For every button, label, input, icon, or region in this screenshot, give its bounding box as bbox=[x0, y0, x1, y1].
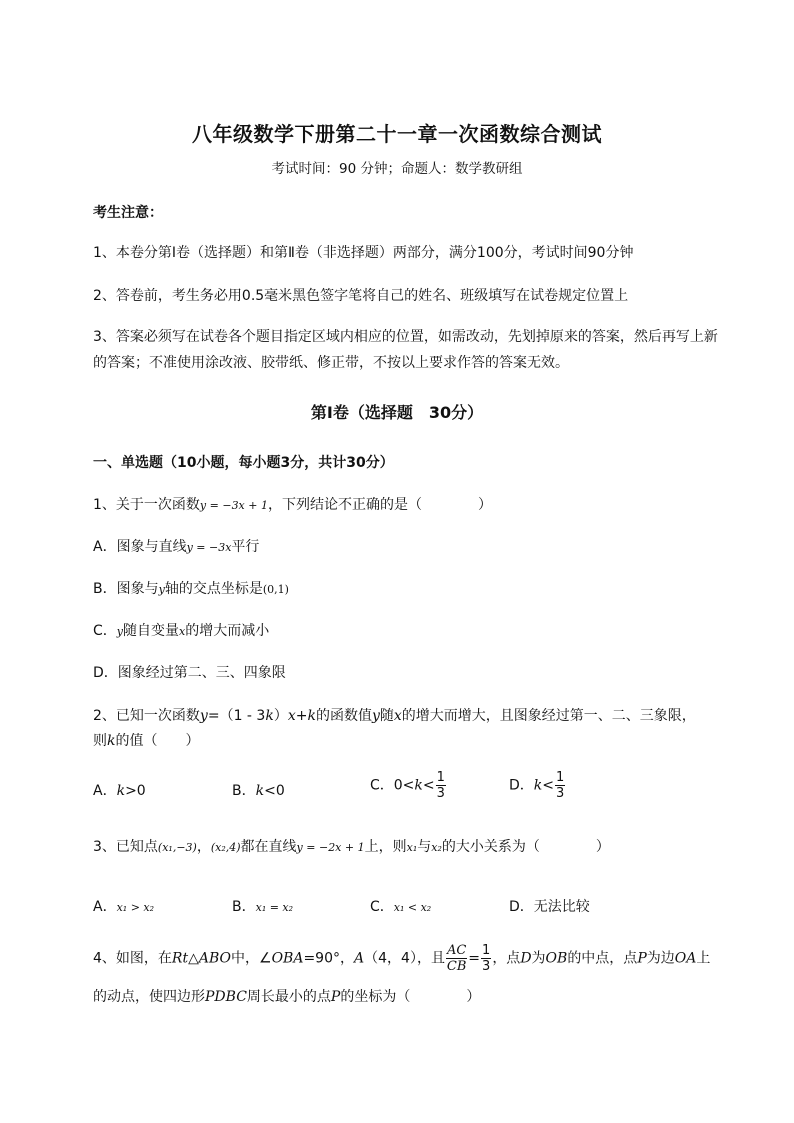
q4-seg-oa: OA bbox=[674, 950, 697, 967]
q1-b-expr: (0,1) bbox=[262, 583, 289, 596]
question-1 bbox=[93, 494, 492, 514]
q2-option-c bbox=[370, 771, 447, 800]
question-4-cont bbox=[93, 986, 480, 1006]
q1-b-mid: 轴的交点坐标是 bbox=[164, 581, 263, 597]
q4-q: 上 bbox=[696, 950, 711, 967]
q3-mid3: 与 bbox=[417, 839, 432, 855]
q2-c-label: C．0< bbox=[370, 777, 415, 794]
q4-point-a: A bbox=[354, 950, 365, 967]
q2-var-x: x bbox=[287, 708, 296, 724]
q2-line2-k: k bbox=[107, 733, 116, 749]
q2-line2-a: 则 bbox=[93, 733, 107, 749]
q4-triangle: Rt△ABO bbox=[171, 950, 231, 967]
q3-prefix: 3、已知点 bbox=[93, 839, 158, 855]
q4-o: 为边 bbox=[646, 950, 675, 967]
q1-c-post: 的增大而减小 bbox=[185, 623, 270, 639]
q2-text-c: =（1 - 3 bbox=[207, 708, 266, 724]
page-title: 八年级数学下册第二十一章一次函数综合测试 bbox=[192, 122, 602, 146]
q4-i: ，点 bbox=[492, 950, 521, 967]
exam-info: 考试时间：90 分钟；命题人：数学教研组 bbox=[271, 161, 523, 177]
q3-option-c bbox=[370, 896, 431, 916]
q3-line: y = −2x + 1 bbox=[296, 841, 365, 854]
q3-b-label: B． bbox=[232, 899, 256, 915]
q3-b-expr: x₁ = x₂ bbox=[255, 901, 294, 914]
q4-quad: PDBC bbox=[205, 989, 247, 1005]
q2-b-k: k bbox=[255, 783, 265, 799]
q3-suffix: 的大小关系为（ ） bbox=[441, 839, 610, 855]
q4-a: 4、如图，在 bbox=[93, 950, 172, 967]
q1-b-pre: B．图象与 bbox=[93, 581, 159, 597]
q4-frac-num: AC bbox=[446, 943, 467, 958]
q1-option-d: D．图象经过第二、三、四象限 bbox=[93, 665, 286, 681]
q4-line2-a: 的动点，使四边形 bbox=[93, 989, 205, 1005]
q2-var-k2: k bbox=[307, 708, 316, 724]
q4-line2-e: 的坐标为（ ） bbox=[340, 989, 481, 1005]
q2-var-y: y bbox=[199, 708, 208, 724]
q1-function: y = −3x + 1 bbox=[199, 499, 268, 512]
q3-option-d: D．无法比较 bbox=[509, 899, 590, 915]
q2-d-label: D． bbox=[509, 777, 534, 794]
q1-c-mid: 随自变量 bbox=[123, 623, 179, 639]
q2-text-a: 2、已知一次函数 bbox=[93, 708, 200, 724]
q4-frac-den: CB bbox=[446, 959, 467, 974]
q1-c-var2: x bbox=[179, 625, 186, 638]
q4-m: 的中点，点 bbox=[567, 950, 638, 967]
q3-a-label: A． bbox=[93, 899, 117, 915]
q2-c-frac-num: 1 bbox=[436, 770, 445, 785]
q3-mid: 都在直线 bbox=[240, 839, 297, 855]
q2-text-k: 随 bbox=[379, 708, 394, 724]
q3-point-1: (x₁,−3) bbox=[157, 841, 197, 854]
q2-d-frac-den: 3 bbox=[556, 786, 565, 801]
q4-k: 为 bbox=[531, 950, 546, 967]
q2-c-expr: < bbox=[422, 777, 435, 794]
q1-a-pre: A．图象与直线 bbox=[93, 539, 187, 555]
q2-plus: + bbox=[295, 708, 308, 724]
q4-frac2-num: 1 bbox=[482, 943, 491, 958]
q4-line2-p: P bbox=[330, 989, 341, 1005]
q2-a-label: A． bbox=[93, 783, 117, 799]
q2-d-frac-num: 1 bbox=[556, 770, 565, 785]
q4-line2-c: 周长最小的点 bbox=[246, 989, 331, 1005]
q2-d-expr: < bbox=[542, 777, 554, 794]
section-title: 第Ⅰ卷（选择题 30分） bbox=[310, 403, 484, 422]
q2-option-b bbox=[232, 780, 285, 800]
q1-option-b bbox=[93, 578, 289, 598]
notice-item-2: 2、答卷前，考生务必用0.5毫米黑色签字笔将自己的姓名、班级填写在试卷规定位置上 bbox=[93, 288, 629, 304]
q4-angle: OBA bbox=[271, 950, 304, 967]
q4-value-fraction bbox=[481, 944, 491, 973]
q2-a-expr: >0 bbox=[125, 783, 146, 799]
q4-point-d: D bbox=[520, 950, 532, 967]
q2-option-d bbox=[509, 771, 566, 800]
q2-c-frac-den: 3 bbox=[436, 786, 445, 801]
q3-sep: ， bbox=[196, 839, 211, 855]
q3-option-b bbox=[232, 896, 293, 916]
q3-mid2: 上，则 bbox=[364, 839, 407, 855]
q4-frac2-den: 3 bbox=[482, 959, 491, 974]
q3-var-x2: x₂ bbox=[431, 841, 442, 854]
q4-eq: = bbox=[468, 950, 481, 967]
q1-option-c bbox=[93, 620, 269, 640]
q2-c-k: k bbox=[414, 777, 423, 794]
q2-b-expr: <0 bbox=[264, 783, 285, 799]
part-heading: 一、单选题（10小题，每小题3分，共计30分） bbox=[93, 455, 394, 471]
q1-option-a bbox=[93, 536, 259, 556]
q2-text-m: 的增大而增大，且图象经过第一、二、三象限， bbox=[401, 708, 696, 724]
q2-text-i: 的函数值 bbox=[315, 708, 372, 724]
question-2-cont bbox=[93, 730, 199, 750]
question-4 bbox=[93, 944, 710, 973]
q2-c-fraction bbox=[436, 771, 446, 800]
notice-item-3: 3、答案必须写在试卷各个题目指定区域内相应的位置，如需改动，先划掉原来的答案，然后再写上新 bbox=[93, 329, 718, 345]
q4-point-p: P bbox=[637, 950, 647, 967]
q3-a-expr: x₁ > x₂ bbox=[116, 901, 155, 914]
question-3 bbox=[93, 836, 610, 856]
q1-a-expr: y = −3x bbox=[186, 541, 232, 554]
q4-seg-ob: OB bbox=[545, 950, 568, 967]
q3-c-expr: x₁ < x₂ bbox=[393, 901, 432, 914]
q2-var-k: k bbox=[265, 708, 274, 724]
q2-text-e: ） bbox=[273, 708, 288, 724]
notice-item-3-cont: 的答案；不准使用涂改液、胶带纸、修正带，不按以上要求作答的答案无效。 bbox=[93, 355, 569, 371]
q4-e: =90°， bbox=[303, 950, 354, 967]
q2-var-y2: y bbox=[371, 708, 380, 724]
q1-b-var: y bbox=[158, 583, 165, 596]
q4-c: 中，∠ bbox=[231, 950, 272, 967]
q2-var-x2: x bbox=[393, 708, 402, 724]
q2-a-k: k bbox=[116, 783, 126, 799]
q1-prefix: 1、关于一次函数 bbox=[93, 497, 200, 513]
q3-var-x1: x₁ bbox=[406, 841, 418, 854]
notice-item-1: 1、本卷分第Ⅰ卷（选择题）和第Ⅱ卷（非选择题）两部分，满分100分，考试时间90分钟 bbox=[93, 245, 634, 261]
q1-c-var1: y bbox=[116, 625, 123, 638]
q4-g: （4，4），且 bbox=[364, 950, 445, 967]
q2-d-k: k bbox=[533, 777, 543, 794]
q3-point-2: (x₂,4) bbox=[210, 841, 241, 854]
q4-ratio-fraction bbox=[446, 944, 467, 973]
q2-line2-c: 的值（ ） bbox=[115, 733, 200, 749]
q2-option-a bbox=[93, 780, 146, 800]
question-2 bbox=[93, 705, 696, 725]
q3-option-a bbox=[93, 896, 154, 916]
q1-suffix: ，下列结论不正确的是（ ） bbox=[267, 497, 492, 513]
q2-d-fraction bbox=[555, 771, 565, 800]
q3-c-label: C． bbox=[370, 899, 394, 915]
q1-c-pre: C． bbox=[93, 623, 117, 639]
q2-b-label: B． bbox=[232, 783, 256, 799]
notice-heading: 考生注意： bbox=[93, 205, 163, 221]
q1-a-post: 平行 bbox=[231, 539, 260, 555]
